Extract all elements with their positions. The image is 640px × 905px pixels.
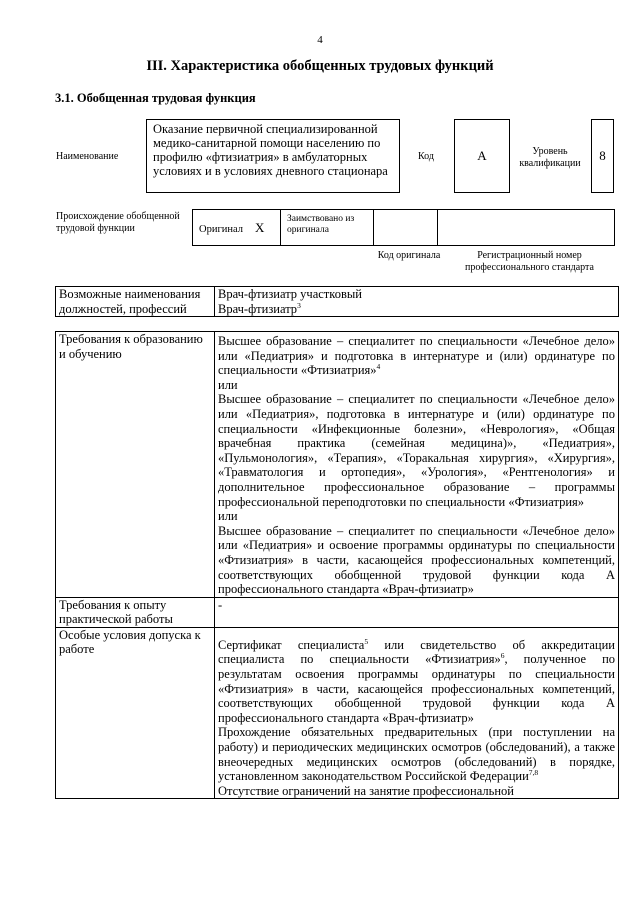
code-label: Код <box>418 151 434 162</box>
positions-table <box>55 286 619 317</box>
origin-label: Происхождение обобщенной трудовой функции <box>56 211 180 234</box>
or-separator: или <box>218 509 238 524</box>
special-conditions-value <box>215 627 619 799</box>
original-label: Оригинал <box>199 223 243 235</box>
name-label: Наименование <box>56 151 119 162</box>
footnote-ref: 7,8 <box>528 768 539 778</box>
subsection-title: 3.1. Обобщенная трудовая функция <box>55 91 256 105</box>
education-option-1: Высшее образование – специалитет по специальности «Лечебное дело» или «Педиатрия» и подготовка в интернатуре и (или) ординатуре по специальности «Фтизиатрия»$^4$ <box>218 334 615 378</box>
education-option-3: Высшее образование – специалитет по специальности «Лечебное дело» или «Педиатрия» и освоение программы ординатуры по специальности «Фтизиатрия» в части, касающейся профессиональных компетенций, соответствующих обобщенной трудовой функции кода А профессионального стандарта «Врач-фтизиатр» <box>218 523 615 597</box>
footnote-ref: 4 <box>376 362 381 372</box>
reg-number-label: Регистрационный номер профессионального стандарта <box>465 250 594 273</box>
education-label: Требования к образованию и обучению <box>56 332 215 598</box>
footnote-ref: 3 <box>297 300 301 310</box>
code-original-label: Код оригинала <box>377 250 441 261</box>
table-row <box>56 332 619 598</box>
footnote-ref: 6 <box>500 651 505 661</box>
special-condition-2: Прохождение обязательных предварительных (при поступлении на работу) и периодических медицинских осмотров (обследований), а также внеочередных медицинских осмотров (обследований) в порядке, установленном законодательством Российской Федерации$^{7,8}$ <box>218 725 615 784</box>
function-name-value: Оказание первичной специализированной медико-санитарной помощи населению по профилю «фтизиатрия» в амбулаторных условиях и в условиях дневного стационара <box>146 119 400 193</box>
origin-table <box>192 209 615 246</box>
qualification-level-value: 8 <box>591 119 614 193</box>
position-line-2: Врач-фтизиатр$^3$ <box>218 300 301 316</box>
page-number: 4 <box>317 34 323 46</box>
table-row <box>56 597 619 627</box>
original-cell <box>193 210 281 246</box>
positions-value <box>215 287 619 317</box>
education-value <box>215 332 619 598</box>
positions-label: Возможные наименования должностей, профессий <box>56 287 215 317</box>
position-line-1: Врач-фтизиатр участковый <box>218 287 362 301</box>
special-condition-1: Сертификат специалиста$^5$ или свидетельство об аккредитации специалиста по специальности «Фтизиатрия»$^6$, полученное по результатам освоения программы ординатуры по специальности «Фтизиатрия» в части, касающейся профессиональных компетенций, соответствующих обобщенной трудовой функции кода А профессионального стандарта «Врач-фтизиатр» <box>218 636 616 725</box>
experience-value: - <box>215 597 619 627</box>
section-title: III. Характеристика обобщенных трудовых функций <box>146 58 494 74</box>
education-option-2: Высшее образование – специалитет по специальности «Лечебное дело» или «Педиатрия», подготовка в интернатуре и (или) ординатуре по специальности «Инфекционные болезни», «Неврология», «Общая врачебная практика (семейная медицина)», «Педиатрия», «Пульмонология», «Терапия», «Торакальная хирургия», «Хирургия», «Травматология и ортопедия», «Урология», «Рентгенология» и дополнительное профессиональное образование – программы профессиональной переподготовки по специальности «Фтизиатрия» <box>218 392 615 509</box>
reg-number-cell <box>438 210 615 246</box>
special-condition-3: Отсутствие ограничений на занятие профессиональной <box>218 783 514 798</box>
or-separator: или <box>218 377 238 392</box>
experience-label: Требования к опыту практической работы <box>56 597 215 627</box>
code-original-cell <box>374 210 438 246</box>
special-conditions-label: Особые условия допуска к работе <box>56 627 215 799</box>
footnote-ref: 5 <box>364 636 369 646</box>
table-row <box>56 627 619 799</box>
code-value: А <box>454 119 510 193</box>
requirements-table <box>55 331 619 799</box>
original-mark: X <box>255 219 265 235</box>
borrowed-label: Заимствовано из оригинала <box>281 210 374 246</box>
qualification-level-label: Уровень квалификации <box>519 146 581 169</box>
